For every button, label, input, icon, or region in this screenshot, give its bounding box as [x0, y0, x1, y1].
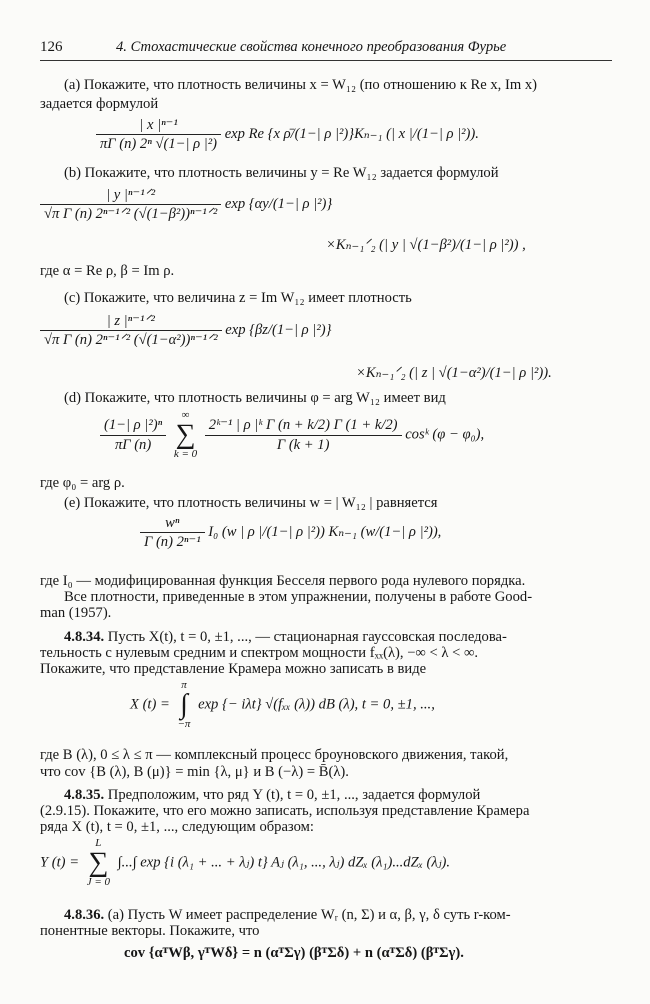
part-a-line1: (a) Покажите, что плотность величины x = W₁₂ (по отношению к Re x, Im x): [64, 77, 537, 93]
ex-4835-line3: ряда X (t), t = 0, ±1, ..., следующим образом:: [40, 819, 314, 835]
part-e-fraction: [140, 514, 205, 551]
part-b-fraction: [40, 186, 221, 223]
ex-4836-number: 4.8.36.: [64, 907, 105, 923]
part-e-where3: man (1957).: [40, 605, 112, 621]
page-header: [40, 38, 620, 58]
ex-4834-int-upper: π: [181, 679, 187, 691]
part-d-prefactor: [100, 416, 166, 453]
part-d-term: [205, 416, 402, 453]
part-e-where1: где I₀ — модифицированная функция Бесселя первого рода нулевого порядка.: [40, 573, 526, 589]
part-e-numerator: wⁿ: [140, 514, 205, 533]
part-d-prefactor-num: (1−| ρ |²)ⁿ: [100, 416, 166, 435]
part-e-where2: Все плотности, приведенные в этом упражнении, получены в работе Good-: [64, 589, 533, 605]
ex-4834-line1-text: Пусть X(t), t = 0, ±1, ..., — стационарная гауссовская последова-: [107, 629, 507, 645]
ex-4834-line2: тельность с нулевым средним и спектром мощности fₓₓ(λ), −∞ < λ < ∞.: [40, 645, 479, 661]
ex-4834-number: 4.8.34.: [64, 629, 105, 645]
part-e-formula: [140, 514, 441, 551]
header-rule: [40, 60, 612, 61]
ex-4834-formula: [130, 680, 435, 730]
part-c-formula: [40, 312, 331, 349]
ex-4835-number: 4.8.35.: [64, 787, 105, 803]
part-d-sum-upper: ∞: [181, 409, 190, 421]
part-d-line1: (d) Покажите, что плотность величины φ = arg W₁₂ имеет вид: [64, 390, 446, 406]
ex-4834-line3: Покажите, что представление Крамера можно записать в виде: [40, 661, 427, 677]
part-a-formula-rest: exp Re {x ρ̄/(1−| ρ |²)}Kₙ₋₁ (| x |/(1−| ρ |²)).: [224, 126, 479, 143]
part-d-term-den: Γ (k + 1): [276, 436, 330, 453]
ex-4836-line2: понентные векторы. Покажите, что: [40, 923, 260, 939]
part-d-term-rest: cosᵏ (φ − φ₀),: [405, 426, 485, 443]
ex-4836-formula: cov {αᵀWβ, γᵀWδ} = n (αᵀΣγ) (βᵀΣδ) + n (αᵀΣδ) (βᵀΣγ).: [124, 945, 464, 961]
running-title: 4. Стохастические свойства конечного преобразования Фурье: [116, 39, 507, 55]
part-d-sum-lower: k = 0: [173, 448, 198, 460]
ex-4835-line2: (2.9.15). Покажите, что его можно записать, используя представление Крамера: [40, 803, 530, 819]
ex-4834-integral: [178, 680, 191, 730]
ex-4835-line1-text: Предположим, что ряд Y (t), t = 0, ±1, ..., задается формулой: [107, 787, 481, 803]
part-b-where: где α = Re ρ, β = Im ρ.: [40, 263, 175, 279]
ex-4835-sum: [87, 838, 110, 888]
ex-4835-sum-lower: J = 0: [86, 876, 111, 888]
part-a-denominator: πΓ (n) 2ⁿ √(1−| ρ |²): [100, 136, 218, 153]
ex-4835-formula: [40, 838, 450, 888]
part-a-line2: задается формулой: [40, 96, 159, 112]
part-e-line1: (e) Покажите, что плотность величины w = | W₁₂ | равняется: [64, 495, 438, 511]
ex-4836-line1-text: (a) Пусть W имеет распределение Wᵣ (n, Σ) и α, β, γ, δ суть r-ком-: [107, 907, 511, 923]
part-b-line1: (b) Покажите, что плотность величины y = Re W₁₂ задается формулой: [64, 165, 499, 181]
part-e-denominator: Γ (n) 2ⁿ⁻¹: [144, 534, 201, 551]
part-c-denominator: √π Γ (n) 2ⁿ⁻¹ᐟ² (√(1−α²))ⁿ⁻¹ᐟ²: [44, 332, 218, 349]
ex-4834-int-lower: −π: [177, 718, 191, 730]
part-b-formula-cont: ×Kₙ₋₁ᐟ₂ (| y | √(1−β²)/(1−| ρ |²)) ,: [326, 237, 526, 253]
part-c-formula-rest: exp {βz/(1−| ρ |²)}: [225, 322, 332, 339]
ex-4834-rest: exp {− iλt} √(fₓₓ (λ)) dB (λ), t = 0, ±1, ...,: [198, 696, 435, 713]
part-b-denominator: √π Γ (n) 2ⁿ⁻¹ᐟ² (√(1−β²))ⁿ⁻¹ᐟ²: [44, 206, 218, 223]
integral-symbol: ∫: [180, 689, 188, 720]
ex-4835-sum-upper: L: [95, 837, 102, 849]
part-c-line1: (c) Покажите, что величина z = Im W₁₂ имеет плотность: [64, 290, 412, 306]
part-b-formula: [40, 186, 332, 223]
part-d-prefactor-den: πΓ (n): [114, 436, 152, 453]
part-c-fraction: [40, 312, 222, 349]
part-a-numerator: | x |ⁿ⁻¹: [96, 116, 221, 135]
part-b-formula-rest: exp {αy/(1−| ρ |²)}: [224, 196, 333, 213]
ex-4834-lhs: X (t) =: [130, 696, 170, 713]
part-b-numerator: | y |ⁿ⁻¹ᐟ²: [40, 186, 221, 205]
page-number: 126: [40, 39, 63, 55]
part-d-where: где φ₀ = arg ρ.: [40, 475, 125, 491]
ex-4834-after2: что cov {B (λ), B (μ)} = min {λ, μ} и B (−λ) = B̄(λ).: [40, 764, 349, 780]
ex-4835-rest: ∫...∫ exp {i (λ₁ + ... + λⱼ) t} Aⱼ (λ₁, ..., λⱼ) dZₓ (λ₁)...dZₓ (λⱼ).: [117, 854, 451, 871]
ex-4835-lhs: Y (t) =: [40, 854, 80, 871]
part-a-fraction: [96, 116, 221, 153]
part-d-sum: [174, 410, 197, 460]
sigma-symbol: ∑: [175, 419, 196, 450]
part-c-formula-cont: ×Kₙ₋₁ᐟ₂ (| z | √(1−α²)/(1−| ρ |²)).: [356, 365, 552, 381]
part-a-formula: [96, 116, 479, 153]
part-c-numerator: | z |ⁿ⁻¹ᐟ²: [40, 312, 222, 331]
part-e-formula-rest: I₀ (w | ρ |/(1−| ρ |²)) Kₙ₋₁ (w/(1−| ρ |²)),: [208, 524, 442, 541]
ex-4834-after1: где B (λ), 0 ≤ λ ≤ π — комплексный процесс броуновского движения, такой,: [40, 747, 509, 763]
part-d-formula: [100, 410, 484, 460]
sigma-symbol: ∑: [88, 847, 109, 878]
part-d-term-num: 2ᵏ⁻¹ | ρ |ᵏ Γ (n + k/2) Γ (1 + k/2): [205, 416, 402, 435]
